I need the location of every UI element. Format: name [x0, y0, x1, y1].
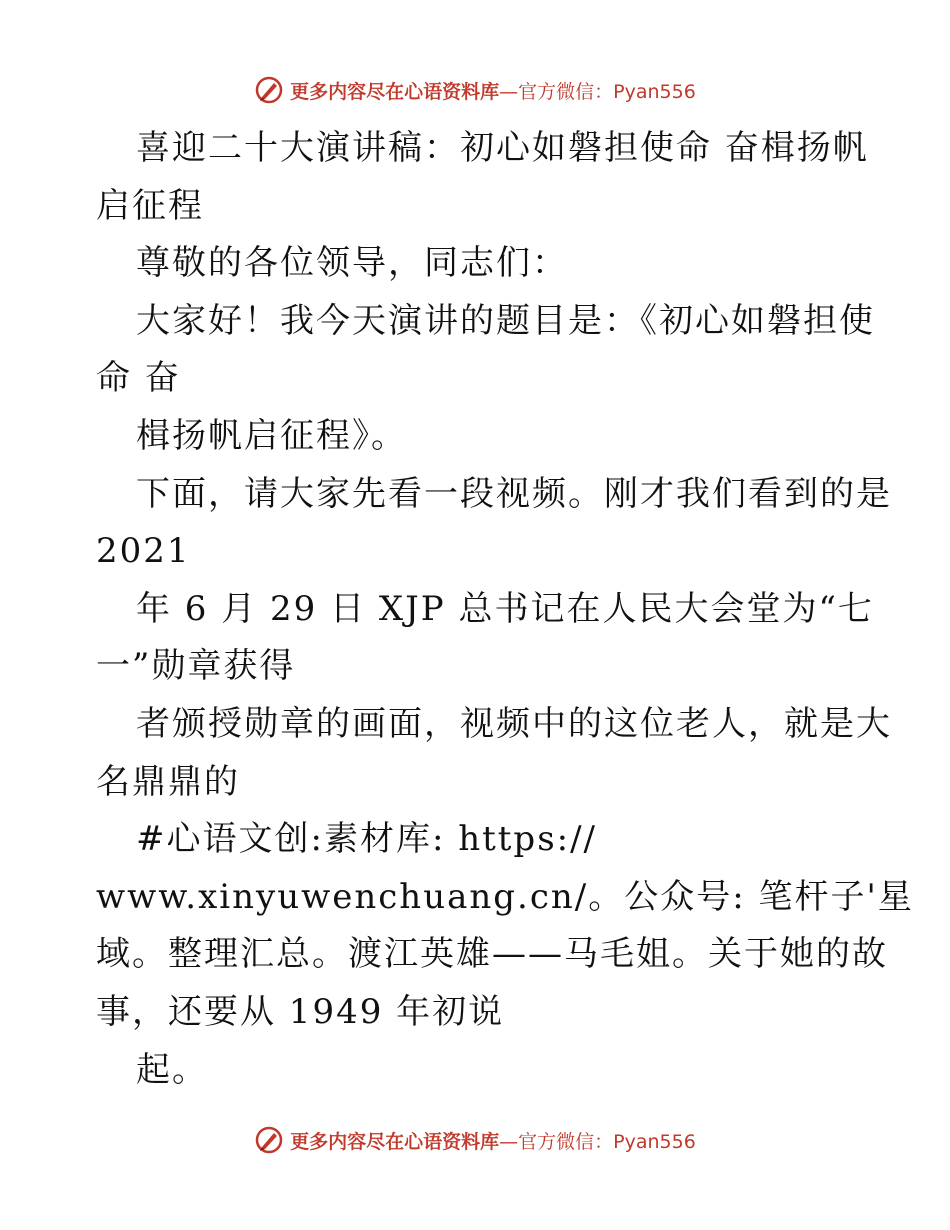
body-line: 域。整理汇总。渡江英雄——马毛姐。关于她的故 [96, 934, 888, 975]
body-line: 2021 [96, 531, 191, 572]
body-line: 一”勋章获得 [96, 646, 296, 687]
banner-brand-text: 更多内容尽在心语资料库 [290, 1130, 500, 1153]
banner-brand-text: 更多内容尽在心语资料库 [290, 80, 500, 103]
banner-contact-text: 官方微信：Pyan556 [518, 80, 696, 103]
pen-logo-icon [254, 1125, 284, 1155]
banner-contact-text: 官方微信：Pyan556 [518, 1130, 696, 1153]
body-line: 起。 [136, 1049, 208, 1090]
body-line: 命 奋 [96, 358, 181, 399]
header-watermark-banner [0, 72, 950, 108]
footer-watermark-banner [0, 1122, 950, 1158]
body-line: 者颁授勋章的画面，视频中的这位老人，就是大 [136, 703, 892, 744]
title-line-1: 喜迎二十大演讲稿：初心如磐担使命 奋楫扬帆 [136, 128, 869, 168]
banner-separator: — [499, 1130, 519, 1153]
pen-logo-icon [254, 75, 284, 105]
body-line: 大家好！我今天演讲的题目是：《初心如磐担使 [136, 300, 875, 341]
banner-separator: — [499, 80, 519, 103]
body-line: 年 6 月 29 日 XJP 总书记在人民大会堂为“七 [136, 588, 874, 629]
document-body [96, 120, 914, 1099]
body-line: 楫扬帆启征程》。 [136, 415, 407, 456]
body-line: #心语文创:素材库: https:// [136, 819, 598, 860]
salutation-line: 尊敬的各位领导，同志们： [136, 243, 568, 284]
body-line: 下面，请大家先看一段视频。刚才我们看到的是 [136, 473, 892, 514]
body-line: 名鼎鼎的 [96, 761, 240, 802]
body-line: www.xinyuwenchuang.cn/。公众号: 笔杆子'星 [96, 876, 914, 917]
body-line: 事，还要从 1949 年初说 [96, 991, 505, 1032]
title-line-2: 启征程 [96, 185, 204, 226]
